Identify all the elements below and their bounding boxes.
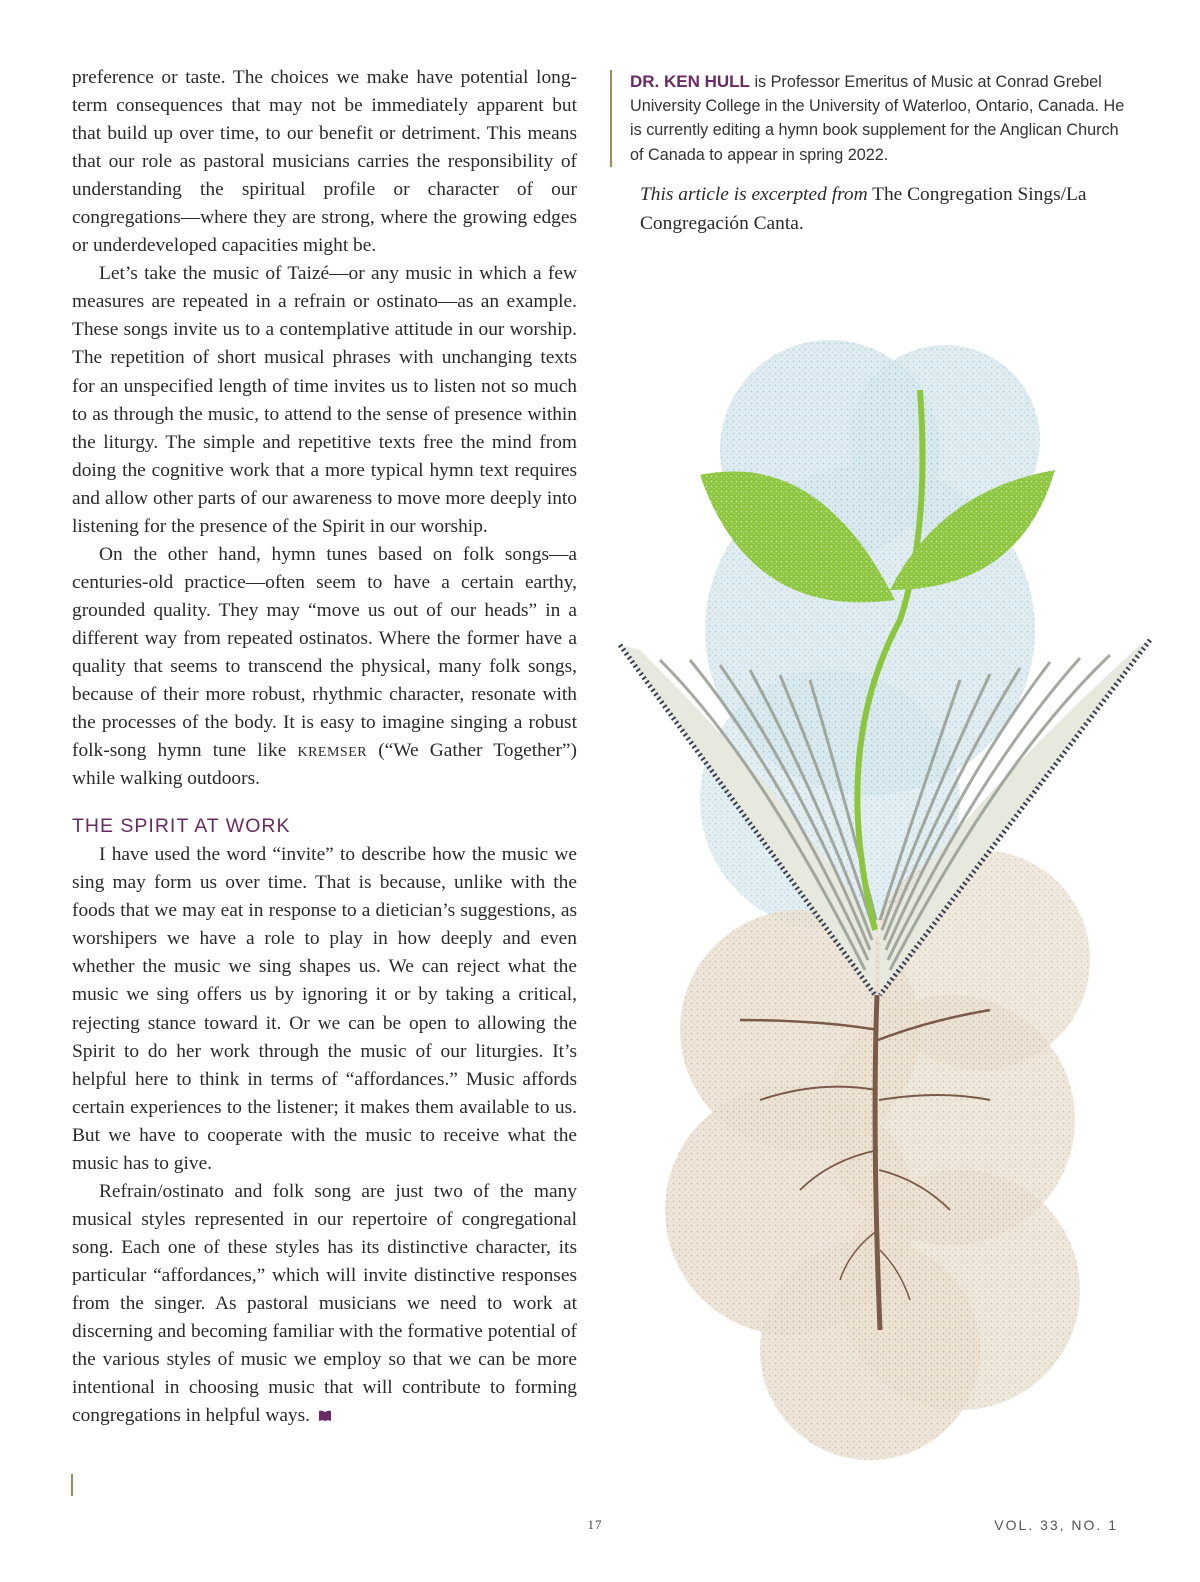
paragraph-2: Let’s take the music of Taizé—or any music in which a few measures are repeated in a refrain or ostinato—as an example. These songs invite us to a contemplative attitude in our worship. The repetition of short musical phrases with unchanging texts for an unspecified length of time invites us to listen not so much to as through the music, to attend to the sense of presence within the liturgy. The simple and repetitive texts free the mind from doing the cognitive work that a more typical hymn text requires and allow other parts of our awareness to move more deeply into listening for the presence of the Spirit in our worship. bbox=[72, 263, 577, 537]
volume-issue: VOL. 33, NO. 1 bbox=[994, 1517, 1118, 1533]
paragraph-3-text-end: (“We Gather Together”) while walking outdoors. bbox=[72, 740, 577, 790]
footer-rule bbox=[71, 1474, 73, 1496]
author-bio-text: is Professor Emeritus of Music at Conrad Grebel University College in the University of Waterloo, Ontario, Canada. He is currently editing a hymn book supplement for the Anglican Church of Canada to appear in spring 2022. bbox=[630, 73, 1125, 164]
excerpt-source-title: The Congregation Sings/La Congregación Canta. bbox=[640, 184, 1087, 234]
author-bio bbox=[610, 70, 1130, 167]
book-sprout-illustration bbox=[600, 330, 1170, 1460]
page-number: 17 bbox=[587, 1517, 603, 1532]
author-name: DR. KEN HULL bbox=[630, 72, 750, 91]
paragraph-3-text-start: On the other hand, hymn tunes based on folk songs—a centuries-old practice—often seem to have a certain earthy, grounded quality. They may “move us out of our heads” in a different way from repeated ostinatos. Where the former have a quality that seems to transcend the physical, many folk songs, because of their more robust, rhythmic character, resonate with the processes of the body. It is easy to imagine singing a robust folk-song hymn tune like bbox=[72, 543, 577, 762]
hymn-tune-name: kremser bbox=[297, 740, 368, 762]
paragraph-1: preference or taste. The choices we make have potential long-term consequences that may not be immediately apparent but that build up over time, to our benefit or detriment. This means that our role as pastoral musicians carries the responsibility of understanding the spiritual profile or character of our congregations—where they are strong, where the growing edges or underdeveloped capacities might be. bbox=[72, 67, 577, 257]
book-end-mark-icon bbox=[318, 1410, 332, 1422]
excerpt-note bbox=[640, 181, 1120, 238]
article-body bbox=[72, 64, 577, 1430]
excerpt-intro: This article is excerpted from bbox=[640, 184, 868, 205]
section-heading: THE SPIRIT AT WORK bbox=[72, 815, 291, 838]
paragraph-4: I have used the word “invite” to describe how the music we sing may form us over time. That is because, unlike with the foods that we may eat in response to a dietician’s suggestions, as worshipers we have a role to play in how deeply and even whether the music we sing shapes us. We can reject what the music we sing offers us by ignoring it or by taking a critical, rejecting stance toward it. Or we can be open to allowing the Spirit to do her work through the music of our liturgies. It’s helpful here to think in terms of “affordances.” Music affords certain experiences to the listener; it makes them available to us. But we have to cooperate with the music to receive what the music has to give. bbox=[72, 844, 577, 1174]
paragraph-5-text: Refrain/ostinato and folk song are just two of the many musical styles represented in our repertoire of congregational song. Each one of these styles has its distinctive character, its particular “affordances,” which will invite distinctive responses from the singer. As pastoral musicians we need to work at discerning and becoming familiar with the formative potential of the various styles of music we employ so that we can be more intentional in choosing music that will contribute to forming congregations in helpful ways. bbox=[72, 1180, 577, 1427]
paragraph-5 bbox=[72, 1178, 577, 1430]
paragraph-3 bbox=[72, 541, 577, 793]
